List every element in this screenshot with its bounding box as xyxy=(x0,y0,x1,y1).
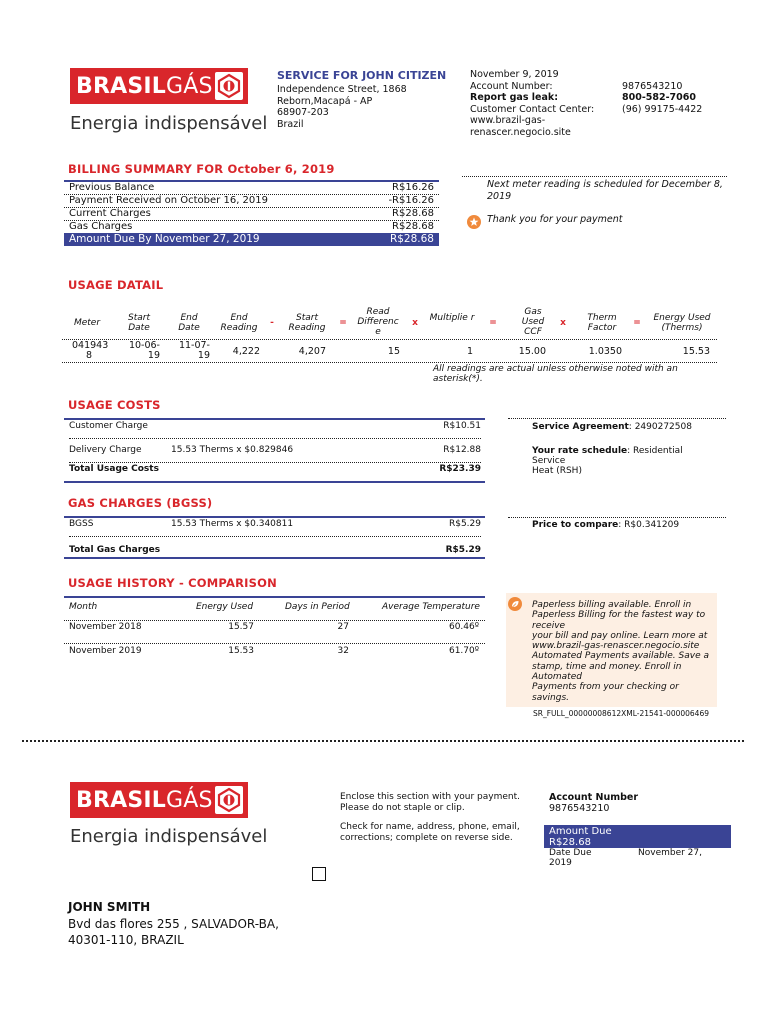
op-equals: = xyxy=(489,318,497,328)
history-temperature: 60.46º xyxy=(448,622,479,632)
history-days: 27 xyxy=(337,622,349,632)
billing-row-value: R$16.26 xyxy=(392,182,434,193)
bill-date: November 9, 2019 xyxy=(470,69,559,80)
stub-instructions xyxy=(340,792,520,843)
brand-mark-icon xyxy=(215,72,243,100)
stub-account-label: Account Number xyxy=(549,792,639,803)
customer-name: JOHN SMITH xyxy=(68,900,151,914)
billing-row xyxy=(64,195,439,208)
account-info xyxy=(470,69,720,138)
stub-brand-mark-icon xyxy=(215,786,243,814)
star-icon xyxy=(467,215,481,232)
contact-center-label: Customer Contact Center: xyxy=(470,103,595,115)
history-month: November 2019 xyxy=(69,646,142,656)
service-address-line: Brazil xyxy=(277,118,304,130)
paperless-line: Paperless Billing for the fastest way to xyxy=(532,610,706,621)
billing-row-label: Payment Received on October 16, 2019 xyxy=(69,195,268,206)
brand-name-bold: BRASIL xyxy=(76,73,166,99)
usage-detail-rule xyxy=(62,362,717,363)
stub-instruction-line: Enclose this section with your payment. xyxy=(340,792,520,802)
corrections-checkbox[interactable] xyxy=(312,867,326,881)
billing-row xyxy=(64,221,439,233)
usage-costs-table xyxy=(69,421,481,475)
col-energy-used: Energy Used (Therms) xyxy=(653,313,711,333)
readings-note: All readings are actual unless otherwise noted with an asterisk(*). xyxy=(433,364,678,384)
col-start-date: Start Date xyxy=(128,313,150,333)
therm-factor-value: 1.0350 xyxy=(588,346,622,357)
paperless-line: Automated Payments available. Save a xyxy=(532,651,709,662)
stub-amount-due xyxy=(544,825,731,848)
gas-charges-table xyxy=(69,519,481,556)
gas-charge-detail: 15.53 Therms x $0.340811 xyxy=(171,519,294,529)
service-address xyxy=(277,84,407,130)
customer-address-line: 40301-110, BRAZIL xyxy=(68,933,184,947)
billing-row xyxy=(64,208,439,221)
usage-history-title: USAGE HISTORY - COMPARISON xyxy=(68,576,277,590)
billing-summary-table xyxy=(64,182,439,246)
col-end-reading: End Reading xyxy=(220,313,258,333)
billing-row-label: Previous Balance xyxy=(69,182,155,193)
cost-row-label: Delivery Charge xyxy=(69,445,142,455)
history-col-month: Month xyxy=(69,602,98,612)
billing-row xyxy=(64,182,439,195)
price-compare-rule xyxy=(508,517,726,518)
amount-due-value: R$28.68 xyxy=(389,233,434,245)
service-address-line: 68907-203 xyxy=(277,107,329,118)
col-start-reading: Start Reading xyxy=(288,313,326,333)
history-row xyxy=(69,646,479,657)
brand-name-light: GÁS xyxy=(165,73,213,99)
total-gas-charges-label: Total Gas Charges xyxy=(69,545,161,555)
col-end-date: End Date xyxy=(178,313,200,333)
usage-detail-title: USAGE DATAIL xyxy=(68,278,164,292)
contact-center-phone[interactable]: (96) 99175-4422 xyxy=(622,103,703,115)
end-reading-value: 4,222 xyxy=(232,346,260,357)
stub-account-value: 9876543210 xyxy=(549,803,610,814)
cost-row-detail xyxy=(171,421,443,438)
billing-row-value: -R$16.26 xyxy=(388,195,434,206)
paperless-text xyxy=(532,600,717,703)
col-gas-used: Gas Used CCF xyxy=(521,307,545,337)
amount-due-label: Amount Due By November 27, 2019 xyxy=(69,233,260,245)
leaf-icon xyxy=(508,597,522,614)
service-address-line: Reborn,Macapá - AP xyxy=(277,95,373,107)
paperless-line: your bill and pay online. Learn more at xyxy=(532,630,708,641)
usage-detail-rule xyxy=(62,339,717,340)
op-times: x xyxy=(412,318,418,328)
rate-schedule-line: Service xyxy=(532,456,566,466)
multiplier-value: 1 xyxy=(466,346,473,357)
history-rule xyxy=(64,620,485,621)
history-days: 32 xyxy=(337,646,349,656)
next-meter-reading: Next meter reading is scheduled for December 8, 2019 xyxy=(487,179,723,202)
total-usage-costs-label: Total Usage Costs xyxy=(69,464,159,474)
tear-line xyxy=(22,740,744,742)
thank-you-message: Thank you for your payment xyxy=(487,214,623,225)
service-address-line: Independence Street, 1868 xyxy=(277,84,407,95)
rate-schedule-label: Your rate schedule xyxy=(532,446,628,456)
start-reading-value: 4,207 xyxy=(298,346,326,357)
history-energy: 15.53 xyxy=(228,646,254,656)
stub-brand-name-bold: BRASIL xyxy=(76,787,166,813)
paperless-line: receive xyxy=(532,620,566,631)
start-date-value: 10-06- 19 xyxy=(128,340,160,361)
col-multiplier: Multiplie r xyxy=(429,313,475,323)
history-col-temperature: Average Temperature xyxy=(382,602,480,612)
account-number-value: 9876543210 xyxy=(622,80,683,92)
cost-row-value: R$12.88 xyxy=(443,445,481,455)
stub-date-due-year: 2019 xyxy=(549,858,572,868)
paperless-line: savings. xyxy=(532,692,569,703)
billing-summary-title: BILLING SUMMARY FOR October 6, 2019 xyxy=(68,162,335,176)
gas-used-value: 15.00 xyxy=(518,346,546,357)
stub-instruction-line: Please do not staple or clip. xyxy=(340,802,465,813)
cost-row-value: R$10.51 xyxy=(443,421,481,431)
billing-row-label: Current Charges xyxy=(69,208,151,219)
stub-instruction-line: Check for name, address, phone, email, xyxy=(340,822,520,832)
read-difference-value: 15 xyxy=(387,346,400,357)
cost-row xyxy=(69,421,481,439)
history-energy: 15.57 xyxy=(228,622,254,632)
price-to-compare-value: : R$0.341209 xyxy=(618,520,680,530)
gas-charge-value: R$5.29 xyxy=(448,519,481,529)
history-temperature: 61.70º xyxy=(448,646,479,656)
cost-row-label: Customer Charge xyxy=(69,421,148,431)
stub-brand-tagline: Energia indispensável xyxy=(70,826,268,847)
paperless-line: Automated xyxy=(532,672,582,683)
op-equals: = xyxy=(339,318,347,328)
usage-costs-bottom-rule xyxy=(64,481,485,483)
document-code: SR_FULL_00000008612XML-21541-000006469 xyxy=(533,709,709,718)
history-col-days: Days in Period xyxy=(285,602,350,612)
meter-value: 041943 8 xyxy=(72,340,109,361)
rate-schedule xyxy=(532,446,712,476)
stub-date-due-value: November 27, xyxy=(638,848,702,858)
billing-side-rule xyxy=(462,176,727,177)
gas-charges-bottom-rule xyxy=(64,557,485,559)
col-read-difference: Read Differenc e xyxy=(357,307,399,337)
op-times: x xyxy=(560,318,566,328)
account-number-label: Account Number: xyxy=(470,80,553,92)
paperless-link[interactable]: www.brazil-gas-renascer.negocio.site xyxy=(532,641,700,652)
paperless-line: stamp, time and money. Enroll in xyxy=(532,661,682,672)
gas-leak-phone[interactable]: 800-582-7060 xyxy=(622,92,696,103)
billing-row-value: R$28.68 xyxy=(392,208,434,219)
price-to-compare-label: Price to compare xyxy=(532,520,619,530)
usage-history-top-rule xyxy=(64,596,485,598)
stub-brand-name-light: GÁS xyxy=(165,787,213,813)
gas-charges-top-rule xyxy=(64,516,485,518)
service-heading: SERVICE FOR JOHN CITIZEN xyxy=(277,69,447,82)
history-col-energy: Energy Used xyxy=(196,602,254,612)
gas-charges-title: GAS CHARGES (BGSS) xyxy=(68,496,213,510)
total-usage-costs-value: R$23.39 xyxy=(439,464,481,474)
col-therm-factor: Therm Factor xyxy=(587,313,617,333)
brand-tagline: Energia indispensável xyxy=(70,113,268,134)
stub-amount-due-label: Amount Due xyxy=(549,826,612,837)
history-rule xyxy=(64,643,485,644)
total-gas-charges-value: R$5.29 xyxy=(445,545,481,555)
paperless-line: Payments from your checking or xyxy=(532,682,679,693)
brand-logo xyxy=(70,68,248,104)
rate-schedule-line: Heat (RSH) xyxy=(532,466,582,476)
history-row xyxy=(69,622,479,633)
usage-costs-title: USAGE COSTS xyxy=(68,398,161,412)
paperless-line: Paperless billing available. Enroll in xyxy=(532,600,692,610)
total-usage-costs-row xyxy=(69,463,481,475)
col-meter: Meter xyxy=(73,318,101,328)
energy-used-value: 15.53 xyxy=(682,346,710,357)
service-agreement-value: : 2490272508 xyxy=(628,422,692,432)
website-line-1[interactable]: www.brazil-gas- xyxy=(470,115,546,126)
gas-charge-row xyxy=(69,519,481,537)
billing-row-label: Gas Charges xyxy=(69,221,133,232)
stub-brand-logo xyxy=(70,782,248,818)
history-month: November 2018 xyxy=(69,622,142,632)
end-date-value: 11-07- 19 xyxy=(178,340,210,361)
website-line-2[interactable]: renascer.negocio.site xyxy=(470,126,571,138)
cost-row-detail: 15.53 Therms x $0.829846 xyxy=(171,445,294,455)
amount-due-row xyxy=(64,233,439,246)
price-to-compare xyxy=(532,520,679,530)
op-equals: = xyxy=(633,318,641,328)
gas-leak-label: Report gas leak: xyxy=(470,92,559,103)
op-minus: - xyxy=(270,318,274,328)
service-agreement xyxy=(532,422,692,432)
gas-charge-label: BGSS xyxy=(69,519,94,529)
total-gas-charges-row xyxy=(69,544,481,556)
customer-address-line: Bvd das flores 255 , SALVADOR-BA, xyxy=(68,917,279,931)
cost-row xyxy=(69,445,481,463)
agreement-rule xyxy=(508,418,726,419)
customer-address xyxy=(68,916,279,948)
usage-costs-top-rule xyxy=(64,418,485,420)
service-agreement-label: Service Agreement xyxy=(532,422,629,432)
stub-date-due-label: Date Due xyxy=(549,848,592,858)
stub-amount-due-value: R$28.68 xyxy=(549,837,591,848)
stub-instruction-line: corrections; complete on reverse side. xyxy=(340,832,513,843)
billing-row-value: R$28.68 xyxy=(392,221,434,232)
rate-schedule-value: : Residential xyxy=(627,446,683,456)
